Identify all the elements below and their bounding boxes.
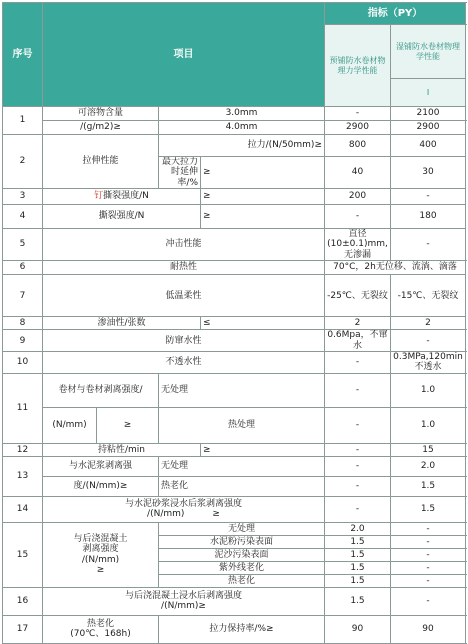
- row-number: 13: [3, 456, 43, 496]
- row-number: 15: [3, 522, 43, 587]
- table-row: [3, 476, 466, 496]
- cell-wet: 2: [391, 317, 466, 330]
- row-label: 与后浇混凝土: [73, 534, 128, 545]
- row-number: 14: [3, 496, 43, 522]
- row-sub-label: 紫外线老化: [159, 561, 325, 574]
- cell-prestrip: -: [325, 373, 391, 407]
- row-label: 耐热性: [43, 261, 325, 275]
- row-number: 1: [3, 107, 43, 135]
- cell-prestrip: -: [325, 107, 391, 121]
- row-sub-label: 无处理: [159, 456, 325, 476]
- row-operator: ≥: [97, 407, 159, 443]
- row-sub-label: 4.0mm: [159, 121, 325, 135]
- table-row: [3, 587, 466, 615]
- cell-wet: -: [391, 548, 466, 561]
- cell-prestrip: -: [325, 443, 391, 456]
- row-number: 2: [3, 135, 43, 189]
- cell-prestrip: -: [325, 496, 391, 522]
- row-number: 17: [3, 615, 43, 643]
- row-sub-label: 拉力保持率/%≥: [159, 615, 325, 643]
- cell-prestrip: 2900: [325, 121, 391, 135]
- cell-wet: -: [391, 535, 466, 548]
- cell-wet: 1.0: [391, 373, 466, 407]
- cell-wet: 2100: [391, 107, 466, 121]
- table-row: [3, 275, 466, 317]
- spec-table: [2, 2, 466, 644]
- table-row: [3, 352, 466, 374]
- cell-wet: -: [391, 561, 466, 574]
- cell-wet: -: [391, 522, 466, 535]
- row-label: 与后浇混凝土浸水后剥离强度: [124, 590, 242, 601]
- row-operator: ≥: [201, 205, 325, 229]
- cell-wet: -: [391, 189, 466, 205]
- cell-wet: -: [391, 574, 466, 587]
- cell-prestrip: 200: [325, 189, 391, 205]
- cell-wet-1: 400: [391, 135, 466, 157]
- table-row: [3, 261, 466, 275]
- cell-prestrip: -25℃、无裂纹: [325, 275, 391, 317]
- row-label: 冲击性能: [43, 229, 325, 261]
- cell-wet: 90: [391, 615, 466, 643]
- cell-wet: 15: [391, 443, 466, 456]
- cell-wet: 1.0: [391, 407, 466, 443]
- header-seq: 序号: [3, 3, 43, 107]
- cell-wet-1: 180: [391, 205, 466, 229]
- header-wet: 湿铺防水卷材物理学性能: [391, 25, 466, 79]
- row-label: 卷材与卷材剥离强度/: [43, 373, 159, 407]
- table-row: [3, 615, 466, 643]
- cell-wet-1: -15℃、无裂纹: [391, 275, 466, 317]
- cell-wet: 1.5: [391, 496, 466, 522]
- row-number: 8: [3, 317, 43, 330]
- cell-prestrip: 40: [325, 157, 391, 189]
- row-label-unit: /(N/mm): [81, 554, 120, 565]
- row-number: 6: [3, 261, 43, 275]
- row-label-unit: /(g/m2)≥: [43, 121, 159, 135]
- header-wet-type1: I: [391, 79, 466, 107]
- table-row: [3, 522, 466, 535]
- row-label-unit: /(N/mm)≥: [161, 601, 206, 612]
- cell-wet: -: [391, 587, 466, 615]
- row-label: 可溶物含量: [43, 107, 159, 121]
- row-sub-label: 泥沙污染表面: [159, 548, 325, 561]
- row-sub-label: 热老化: [159, 476, 325, 496]
- row-number: 10: [3, 352, 43, 374]
- row-sub-label: 最大拉力时延伸率/%: [159, 157, 201, 189]
- row-label: 撕裂强度/N: [43, 205, 201, 229]
- cell-prestrip: 90: [325, 615, 391, 643]
- table-row: [3, 330, 466, 352]
- header-item: 项目: [43, 3, 325, 107]
- table-row: [3, 496, 466, 522]
- row-sub-label: 3.0mm: [159, 107, 325, 121]
- cell-prestrip: 2.0: [325, 522, 391, 535]
- cell-prestrip: 0.6Mpa，不窜水: [325, 330, 391, 352]
- row-operator: ≥: [201, 443, 325, 456]
- table-row: [3, 121, 466, 135]
- cell-prestrip: -: [325, 352, 391, 374]
- cell-prestrip: 1.5: [325, 574, 391, 587]
- row-operator: ≥: [212, 509, 220, 520]
- cell-merged: 70°C，2h无位移、流淌、滴落: [325, 261, 466, 275]
- row-number: 11: [3, 373, 43, 443]
- row-label: 防窜水性: [43, 330, 325, 352]
- table-row: [3, 107, 466, 121]
- cell-prestrip: 直径(10±0.1)mm,无渗漏: [325, 229, 391, 261]
- row-label: 与水泥浆剥离强: [43, 456, 159, 476]
- row-number: 5: [3, 229, 43, 261]
- row-label: 热老化: [86, 618, 114, 629]
- row-sub-label: 热处理: [159, 407, 325, 443]
- row-number: 16: [3, 587, 43, 615]
- row-label: 不透水性: [43, 352, 325, 374]
- row-operator: ≥: [201, 157, 325, 189]
- cell-prestrip: -: [325, 476, 391, 496]
- row-label: 剥离强度: [82, 544, 119, 555]
- header-indicator: 指标（PY）: [325, 3, 466, 25]
- cell-wet: 2.0: [391, 456, 466, 476]
- cell-wet-1: 30: [391, 157, 466, 189]
- row-label: 与水泥砂浆浸水后浆剥离强度: [124, 498, 242, 509]
- table-row: [3, 373, 466, 407]
- row-operator: ≤: [201, 317, 325, 330]
- row-number: 7: [3, 275, 43, 317]
- row-number: 12: [3, 443, 43, 456]
- table-row: [3, 317, 466, 330]
- row-label-unit: (N/mm): [43, 407, 97, 443]
- cell-prestrip: -: [325, 456, 391, 476]
- row-label-mark: 钉: [94, 191, 104, 202]
- table-row: [3, 205, 466, 229]
- row-label-unit: 度/(N/mm)≥: [43, 476, 159, 496]
- row-sub-label: 热老化: [159, 574, 325, 587]
- cell-prestrip: 1.5: [325, 587, 391, 615]
- cell-wet: -: [391, 330, 466, 352]
- table-row: [3, 135, 466, 157]
- cell-wet: 0.3MPa,120min不透水: [391, 352, 466, 374]
- table-row: [3, 456, 466, 476]
- table-row: [3, 443, 466, 456]
- row-sub-label: 拉力/(N/50mm)≥: [159, 135, 325, 157]
- row-operator: ≥: [96, 565, 105, 576]
- cell-wet: 1.5: [391, 476, 466, 496]
- cell-prestrip: -: [325, 407, 391, 443]
- table-row: [3, 189, 466, 205]
- table-row: [3, 407, 466, 443]
- header-prestrip: 预铺防水卷材物理力学性能: [325, 25, 391, 107]
- row-label-unit: (70℃、168h): [70, 629, 131, 640]
- row-label: 撕裂强度/N: [103, 191, 149, 202]
- cell-prestrip: 800: [325, 135, 391, 157]
- cell-wet: -: [391, 229, 466, 261]
- cell-prestrip: 1.5: [325, 535, 391, 548]
- row-label: 拉伸性能: [43, 135, 159, 189]
- row-sub-label: 无处理: [159, 522, 325, 535]
- row-number: 9: [3, 330, 43, 352]
- row-label: 渗油性/张数: [43, 317, 201, 330]
- row-label: 低温柔性: [43, 275, 325, 317]
- cell-prestrip: 1.5: [325, 548, 391, 561]
- cell-wet: 2900: [391, 121, 466, 135]
- row-operator: ≥: [201, 189, 325, 205]
- row-label: 持粘性/min: [43, 443, 201, 456]
- row-sub-label: 无处理: [159, 373, 325, 407]
- table-row: [3, 229, 466, 261]
- row-number: 4: [3, 205, 43, 229]
- cell-prestrip: 1.5: [325, 561, 391, 574]
- row-sub-label: 水泥粉污染表面: [159, 535, 325, 548]
- row-number: 3: [3, 189, 43, 205]
- cell-prestrip: 2: [325, 317, 391, 330]
- cell-prestrip: -: [325, 205, 391, 229]
- row-label-unit: /(N/mm): [147, 509, 185, 520]
